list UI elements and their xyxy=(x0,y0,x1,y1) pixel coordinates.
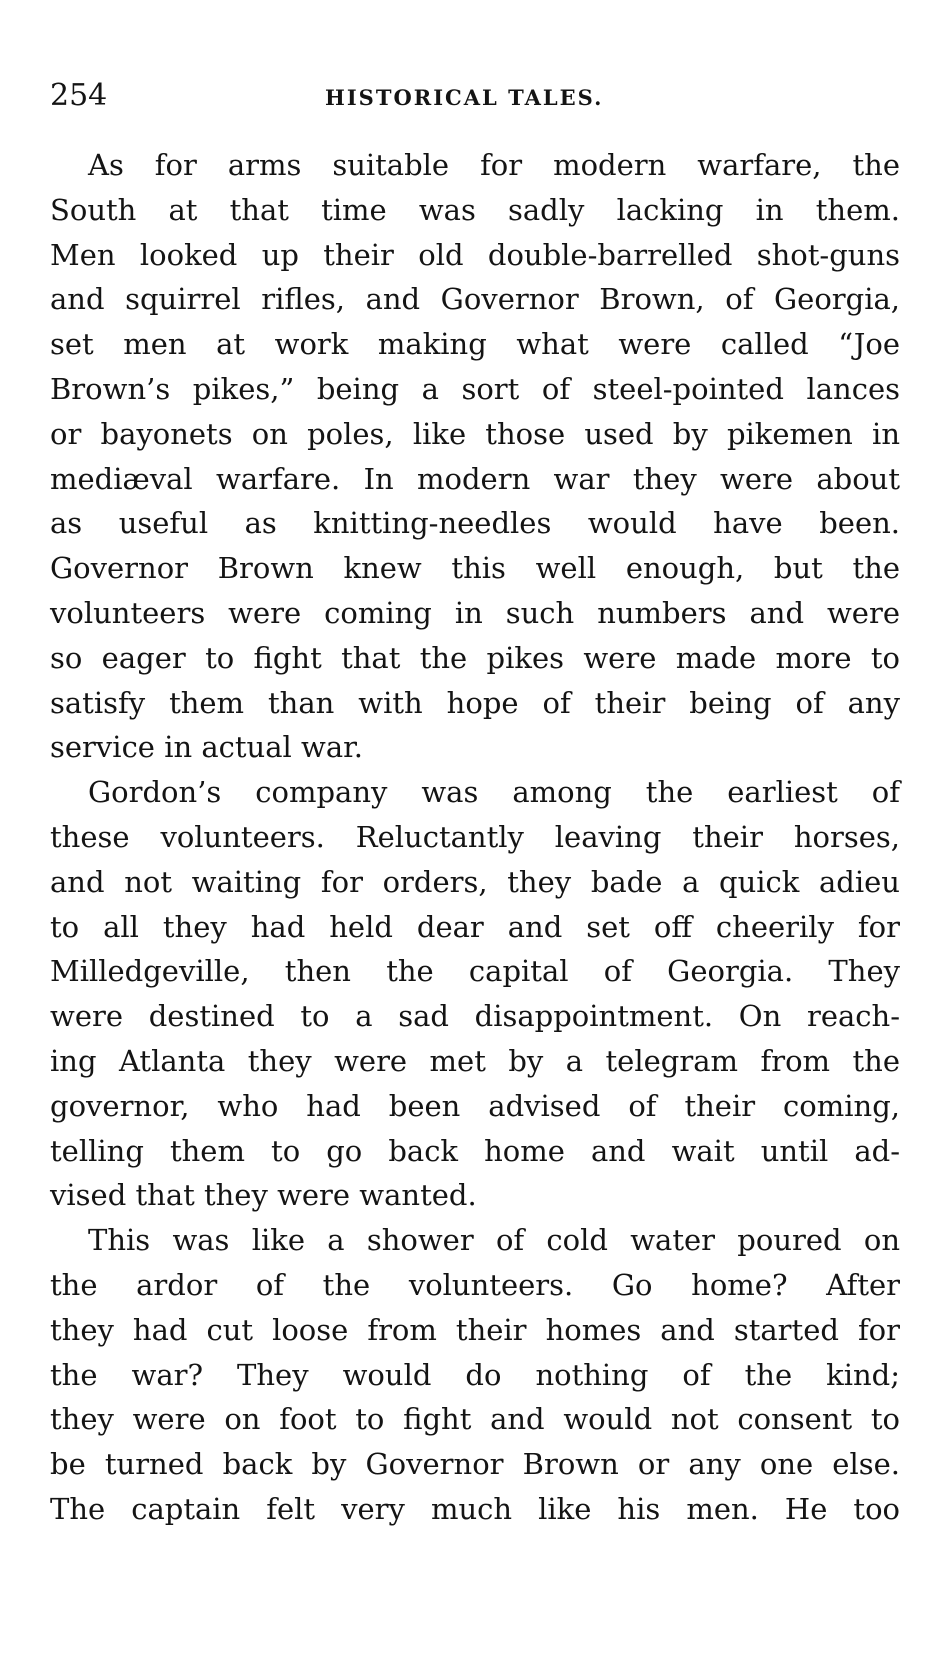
running-title: HISTORICAL TALES. xyxy=(325,85,604,110)
text-line: telling them to go back home and wait until ad- xyxy=(50,1133,900,1168)
text-line: service in actual war. xyxy=(50,730,364,765)
text-line: volunteers were coming in such numbers and were xyxy=(50,595,900,630)
text-line: ing Atlanta they were met by a telegram from the xyxy=(50,1043,900,1078)
paragraph xyxy=(50,143,900,770)
text-line: mediæval warfare. In modern war they were about xyxy=(50,461,900,496)
text-line: Milledgeville, then the capital of Georgia. They xyxy=(50,954,900,989)
text-line: and not waiting for orders, they bade a quick adieu xyxy=(50,864,900,899)
text-line: these volunteers. Reluctantly leaving their horses, xyxy=(50,819,900,854)
paragraph xyxy=(50,770,900,1218)
text-line: This was like a shower of cold water poured on xyxy=(88,1223,900,1258)
text-line: they were on foot to fight and would not consent to xyxy=(50,1402,900,1437)
text-line: vised that they were wanted. xyxy=(50,1178,477,1213)
text-line: Brown’s pikes,” being a sort of steel-pointed lances xyxy=(50,371,900,406)
body-text xyxy=(50,143,900,1532)
text-line: and squirrel rifles, and Governor Brown, of Georgia, xyxy=(50,282,900,317)
text-line: Gordon’s company was among the earliest of xyxy=(88,775,900,810)
text-line: the war? They would do nothing of the kind; xyxy=(50,1357,900,1392)
page-number: 254 xyxy=(50,78,108,113)
text-line: Men looked up their old double-barrelled shot-guns xyxy=(50,237,900,272)
text-line: the ardor of the volunteers. Go home? After xyxy=(50,1267,900,1302)
text-line: South at that time was sadly lacking in them. xyxy=(50,192,900,227)
text-line: as useful as knitting-needles would have been. xyxy=(50,506,900,541)
text-line: or bayonets on poles, like those used by pikemen in xyxy=(50,416,900,451)
text-line: they had cut loose from their homes and started for xyxy=(50,1312,900,1347)
paragraph xyxy=(50,1218,900,1532)
text-line: governor, who had been advised of their coming, xyxy=(50,1088,900,1123)
text-line: be turned back by Governor Brown or any one else. xyxy=(50,1447,900,1482)
text-line: As for arms suitable for modern warfare, the xyxy=(88,148,900,182)
text-line: Governor Brown knew this well enough, but the xyxy=(50,551,900,586)
text-line: were destined to a sad disappointment. On reach- xyxy=(50,999,900,1034)
text-line: satisfy them than with hope of their being of any xyxy=(50,685,900,720)
running-head xyxy=(50,76,900,116)
text-line: so eager to fight that the pikes were made more to xyxy=(50,640,900,675)
text-line: to all they had held dear and set off cheerily for xyxy=(50,909,900,944)
text-line: set men at work making what were called “Joe xyxy=(50,327,900,362)
text-line: The captain felt very much like his men. He too xyxy=(50,1491,900,1526)
